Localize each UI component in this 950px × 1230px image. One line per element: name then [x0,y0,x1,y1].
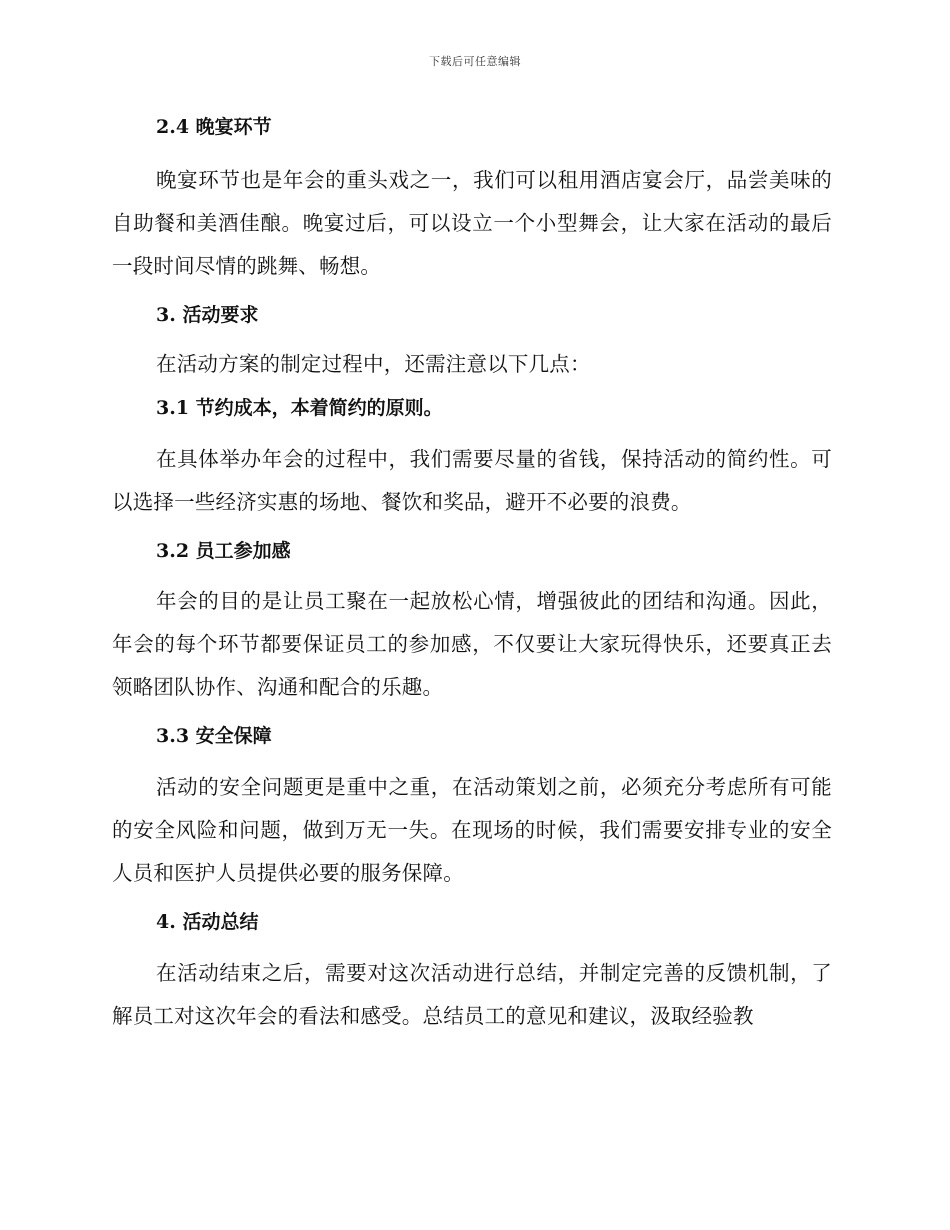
section-paragraph-3: 在活动方案的制定过程中，还需注意以下几点： [156,352,591,376]
section-paragraph-3-2: 年会的目的是让员工聚在一起放松心情，增强彼此的团结和沟通。因此，年会的每个环节都要保证员工的参加感，不仅要让大家玩得快乐，还要真正去领略团队协作、沟通和配合的乐趣。 [112,589,832,699]
section-paragraph-4: 在活动结束之后，需要对这次活动进行总结，并制定完善的反馈机制，了解员工对这次年会的看法和感受。总结员工的意见和建议，汲取经验教 [112,961,832,1028]
header-note: 下载后可任意编辑 [429,55,521,68]
section-paragraph-3-1: 在具体举办年会的过程中，我们需要尽量的省钱，保持活动的简约性。可以选择一些经济实惠的场地、餐饮和奖品，避开不必要的浪费。 [112,447,832,514]
section-paragraph-2-4: 晚宴环节也是年会的重头戏之一，我们可以租用酒店宴会厅，品尝美味的自助餐和美酒佳酿。晚宴过后，可以设立一个小型舞会，让大家在活动的最后一段时间尽情的跳舞、畅想。 [112,168,832,278]
section-heading-3: 3. 活动要求 [156,304,259,326]
section-paragraph-3-3: 活动的安全问题更是重中之重，在活动策划之前，必须充分考虑所有可能的安全风险和问题，做到万无一失。在现场的时候，我们需要安排专业的安全人员和医护人员提供必要的服务保障。 [112,775,832,885]
section-heading-3-2: 3.2 员工参加感 [156,540,291,562]
section-heading-3-1: 3.1 节约成本，本着简约的原则。 [156,397,443,419]
section-heading-2-4: 2.4 晚宴环节 [156,116,272,138]
section-heading-4: 4. 活动总结 [156,911,259,933]
document-body [112,110,832,1038]
section-heading-3-3: 3.3 安全保障 [156,725,272,747]
